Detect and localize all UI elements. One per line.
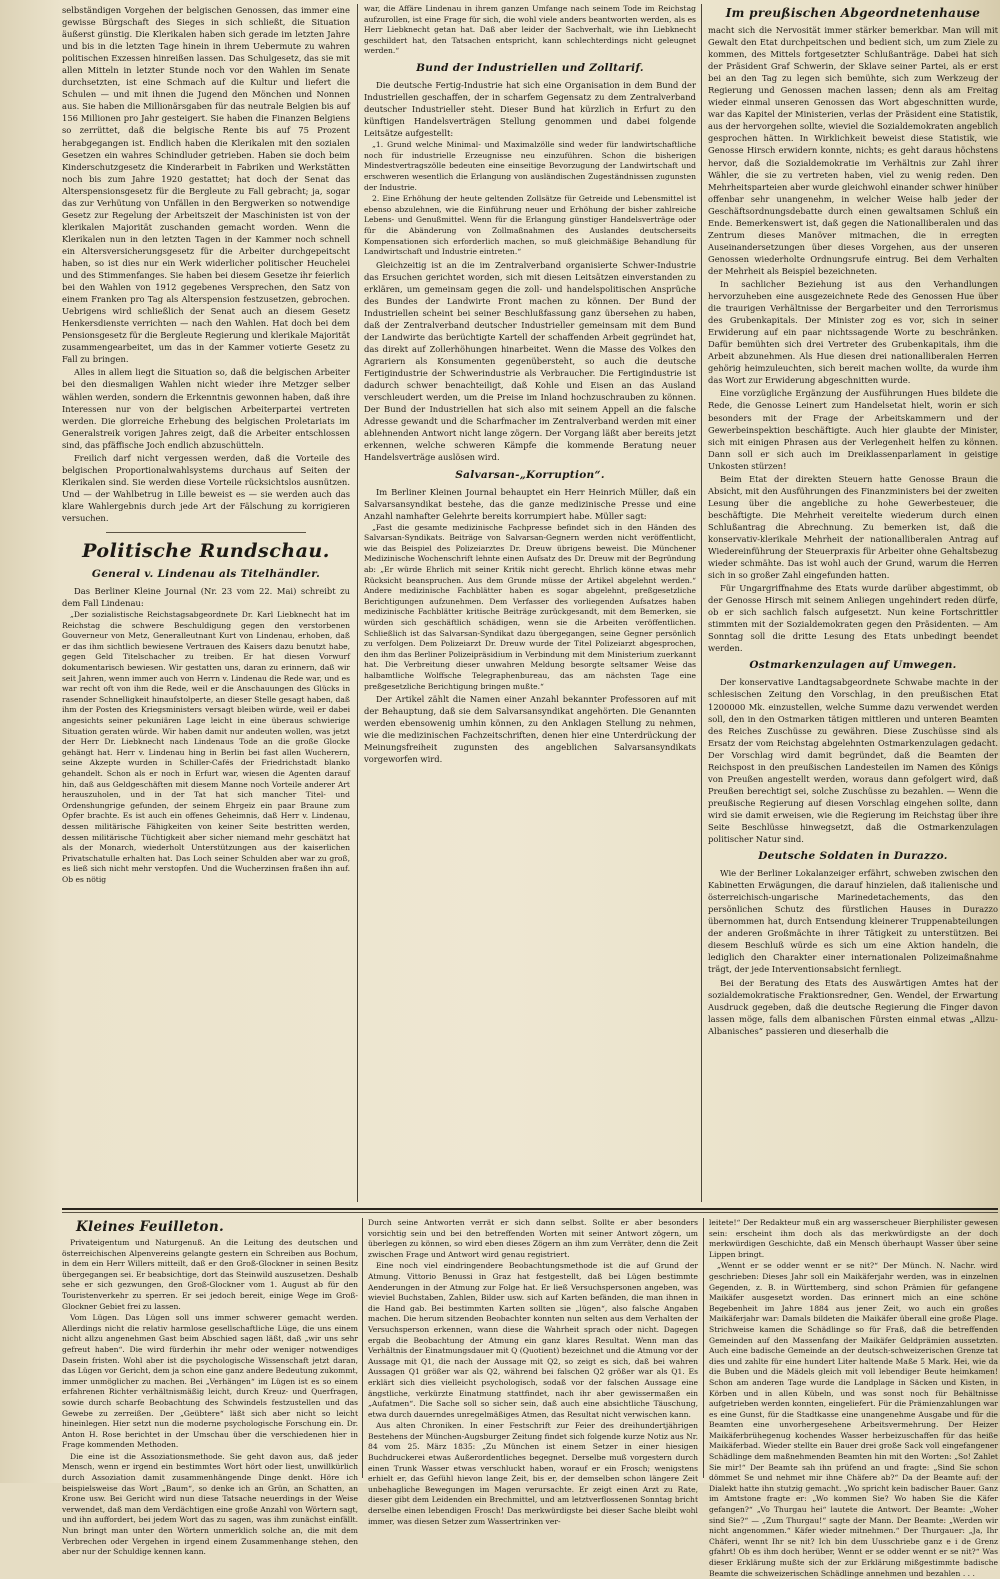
section-title: Politische Rundschau.: [82, 540, 330, 563]
feuilleton-column: [62, 1218, 358, 1557]
article-body: macht sich die Nervosität immer stärker bemerkbar. Man will mit Gewalt den Etat durchpeitschen und bedient sich, um zum Ziele zu kommen, des Mittels fortgesetzter Schlußanträge. Dabei hat sich der Präsident Graf Schwerin, der Sklave seiner Partei, als er erst bei an den Tag zu legen sich bemühte, sich zum Werkzeug der Regierung und Genossen machen lassen; denn als am Freitag wieder einmal unseren Genossen das Wort abgeschnitten wurde, war das Kapitel der Ministerien, verlas der Präsident eine Statistik, aus der hervorgehen sollte, wieviel die Sozialdemokraten angeblich gesprochen hätten. In Wirklichkeit beweist diese Statistik, wie Genosse Hirsch erwidern konnte, nichts; es geht daraus höchstens hervor, daß die Sozialdemokratie im Verhältnis zur Zahl ihrer Wähler, die sie zu vertreten haben, viel zu wenig reden. Den Mehrheitsparteien aber wurde gleichwohl einander schwer hinüber offenbar sehr unangenehm, in welcher Weise halb jeder der Geschäftsordnungsdebatte durch einen gewaltsamen Schluß ein Ende. Bemerkenswert ist, daß gegen die Nationalliberalen und das Zentrum dieses Manöver mitmachen, die in erregten Auseinandersetzungen über dieses Vorgehen, aus der unseren Genossen wiederholte Ordnungsrufe eintrug. Bei dem Verhalten der Mehrheit als Beispiel bezeichneten.: [708, 25, 998, 276]
feuilleton-paragraph: Aus alten Chroniken. In einer Festschrift zur Feier des dreihundertjährigen Bestehens der München-Augsburger Zeitung findet sich folgende kurze Notiz aus Nr. 84 vom 25. März 1835: „Zu München ist einem Setzer in einer hiesigen Buchdruckerei etwas Außerordentliches begegnet. Derselbe muß vorgestern durch einen Trunk Wasser etwas verschluckt haben, worauf er ein Frosch; wenigstens erhielt er, das Gefühl hievon lange Zeit, bis er, der demselben schon längere Zeit unbehagliche Bewegungen im Magen verursachte. Er zeigt einen Arzt zu Rate, dieser gibt dem Leidenden ein Brechmittel, und am letztverflossenen Sonntag bricht derselbe einen lebendigen Frosch! Das merkwürdigste bei dieser Sache bleibt wohl immer, was diesen Setzer zum Wassertrinken ver-: [368, 1421, 698, 1526]
feuilleton-title: Kleines Feuilleton.: [76, 1219, 224, 1235]
article-body: Beim Etat der direkten Steuern hatte Genosse Braun die Absicht, mit den Ausführungen des Finanzministers bei der zweiten Lesung über die angebliche zu hohe Gewerbesteuer, die beschäftigte. Die Mehrheit vereitelte wiederum durch einen Schlußantrag die Abrechnung. Zu bemerken ist, daß die konservativ-klerikale Mehrheit der nationalliberalen Antrag auf Wiedereinführung der Steuerpraxis für Arbeiter ohne Gehaltsbezug wieder schmähte. Das ist wohl auch der Grund, warum die Herren sich in so großer Zahl eingefunden hatten.: [708, 473, 998, 581]
article-body: Bei der Beratung des Etats des Auswärtigen Amtes hat der sozialdemokratische Fraktionsredner, Gen. Wendel, der Erwartung Ausdruck gegeben, daß die deutsche Regierung die Finger davon lassen möge, falls dem albanischen Fürsten einmal etwas „Allzu-Albanisches“ passieren und dieserhalb die: [708, 977, 998, 1036]
feuilleton-paragraph: Durch seine Antworten verrät er sich dann selbst. Sollte er aber besonders vorsichtig sein und bei den betreffenden Worten mit seiner Antwort zögern, um überlegen zu können, so wird eben dieses Zögern an ihm zum Verräter, denn die Zeit zwischen Frage und Antwort wird genau registriert.: [368, 1218, 698, 1259]
article-body: Gleichzeitig ist an die im Zentralverband organisierte Schwer-Industrie das Ersuchen gerichtet worden, sich mit diesen Leitsätzen einverstanden zu erklären, um gemeinsam gegen die zoll- und handelspolitischen Ansprüche des Bundes der Landwirte Front machen zu können. Der Bund der Industriellen scheint bei seiner Beschlußfassung ganz übersehen zu haben, daß der Zentralverband deutscher Industrieller gemeinsam mit dem Bund der Landwirte das berüchtigte Kartell der schaffenden Arbeit gegründet hat, das direkt auf Zollerhöhungen hinarbeitet. Wenn die Masse des Volkes den Agrariern als Konsumenten gegenübersteht, so auch die deutsche Fertigindustrie der Schwerindustrie als Verbraucher. Die Fertigindustrie ist dadurch schwer benachteiligt, daß Kohle und Eisen an das Ausland verschleudert werden, um die Preise im Inland hochzuschrauben zu können. Der Bund der Industriellen hat sich also mit seinem Appell an die falsche Adresse gewandt und die Scharfmacher im Zentralverband werden mit einer ablehnenden Antwort nicht lange zögern. Der Vorgang läßt aber bereits jetzt erkennen, welche schweren Kämpfe die kommende Beratung neuer Handelsverträge auslösen wird.: [364, 259, 696, 463]
article-title: Deutsche Soldaten in Durazzo.: [758, 850, 948, 863]
article-quote: „Fast die gesamte medizinische Fachpresse befindet sich in den Händen des Salvarsan-Syndikats. Beiträge von Salvarsan-Gegnern werden nicht veröffentlicht, wie das Beispiel des Polizeiarztes Dr. Dreuw übrigens beweist. Die Münchener Medizinische Wochenschrift lehnte einen Aufsatz des Dr. Dreuw mit der Begründung ab: „Er würde Ehrlich mit seiner Kritik nicht gerecht. Ehrlich könne etwas mehr Rücksicht beanspruchen. Aus dem Grunde müsse der Artikel abgelehnt werden.“ Andere medizinische Fachblätter haben es sogar abgelehnt, preßgesetzliche Berichtigungen aufzunehmen. Dem Verfasser des vorliegenden Aufsatzes haben medizinische Fachblätter kritische Beiträge zurückgesandt, mit dem Bemerken, sie würden sich geschäftlich schädigen, wenn sie die Arbeiten veröffentlichen. Schließlich ist das Salvarsan-Syndikat dazu übergegangen, seine Gegner persönlich zu verfolgen. Dem Polizeiarzt Dr. Dreuw wurde der Titel Polizeiarzt abgesprochen, den ihm das Berliner Polizeipräsidium in Verbindung mit dem Ministerium zuerkannt hat. Die Verbreitung dieser unwahren Meldung besorgte seltsamer Weise das halbamtliche Wolffsche Telegraphenbureau, das am nächsten Tage eine preßgesetzliche Berichtigung bringen mußte.“: [364, 522, 696, 691]
feuilleton-rule: [62, 1212, 998, 1213]
article-body: Der konservative Landtagsabgeordnete Schwabe machte in der schlesischen Zeitung den Vorschlag, in den preußischen Etat 1200000 Mk. einzustellen, welche Summe dazu verwendet werden soll, den in den Ostmarken tätigen mittleren und unteren Beamten des Reiches Zuschüsse zu gewähren. Diese Zuschüsse sind als Ersatz der vom Reichstag abgelehnten Ostmarkenzulagen gedacht. Der Vorschlag wird damit begründet, daß die Beamten der Reichspost in den preußischen Landesteilen im Namen des Königs von Preußen angestellt werden, woraus dann gefolgert wird, daß Preußen berechtigt sei, solche Zuschüsse zu bezahlen. — Wenn die preußische Regierung auf diesen Vorschlag eingehen sollte, dann wird sie damit erweisen, wie die Regierung im Reichstag über ihre Seite Beschlüsse hinwegsetzt, daß die Ostmarkenzulagen politischer Natur sind.: [708, 677, 998, 845]
article-intro: Die deutsche Fertig-Industrie hat sich eine Organisation in dem Bund der Industriellen geschaffen, der in scharfem Gegensatz zu dem Zentralverband deutscher Industrieller steht. Dieser Bund hat kürzlich in Erfurt zu den künftigen Handelsverträgen Stellung genommen und dabei folgende Leitsätze aufgestellt:: [364, 79, 696, 139]
left-column: [62, 4, 350, 1202]
column-rule: [701, 4, 702, 1202]
right-column: [708, 4, 998, 1202]
feuilleton-paragraph: Eine noch viel eindringendere Beobachtungsmethode ist die auf Grund der Atmung. Vittorio Benussi in Graz hat festgestellt, daß bei Lügen bestimmte Aenderungen in der Atmung zur Folge hat. Er ließ Versuchspersonen angeben, was wieviel Buchstaben, Zahlen, Bilder usw. sich auf Karten befänden, die man ihnen in die Hand gab. Bei bestimmten Karten sollten sie „lügen“, also falsche Angaben machen. Die herum sitzenden Beobachter konnten nun selten aus dem Verhalten der Versuchsperson erkennen, wann diese die Wahrheit sprach oder nicht. Dagegen ergab die Beobachtung der Atmung ein ganz klares Resultat. Wenn man das Verhältnis der Einatmungsdauer mit Q (Quotient) bezeichnet und die Atmung vor der Aussage mit Q1, die nach der Aussage mit Q2, so zeigt es sich, daß bei wahren Aussagen Q1 größer war als Q2, während bei falschen Q2 größer war als Q1. Es erklärt sich dies vielleicht psychologisch, sodaß vor der falschen Aussage eine ängstliche, verkürzte Einatmung stattfindet, nach ihr aber gewissermaßen ein „Aufatmen“. Die Sache soll so sicher sein, daß auch eine absichtliche Täuschung, etwa durch dauerndes unregelmäßiges Atmen, das Resultat nicht verwischen kann.: [368, 1261, 698, 1419]
article-body: Für Ungargriffnahme des Etats wurde darüber abgestimmt, ob der Genosse Hirsch mit seinem Anliegen ungehindert reden dürfe, ob er sich sachlich falsch aufgesetzt. Nun keine Fortschrittler stimmten mit der Sozialdemokraten gegen den Präsidenten. — Am Sonntag soll die dritte Lesung des Etats unbedingt beendet werden.: [708, 583, 998, 654]
feuilleton-paragraph: „Wennt er se odder wennt er se nit?“ Der Münch. N. Nachr. wird geschrieben: Dieses Jahr soll ein Maikäferjahr werden, was in einzelnen Gegenden, z. B. in Württemberg, sind schon Prämien für gefangene Maikäfer ausgesetzt worden. Das erinnert mich an eine schöne Begebenheit im Jahre 1884 aus jener Zeit, wo auch ein großes Maikäferjahr war: Damals bildeten die Maikäfer überall eine große Plage. Strichweise kamen die Schädlinge so für Fraß, daß die betreffenden Gemeinden auf den Massenfang der Maikäfer Geldprämien aussetzten. Auch eine badische Gemeinde an der deutsch-schweizerischen Grenze tat dies und zahlte für eine hundert Liter haltende Maße 5 Mark. Hei, wie da die Buben und die Mädels gleich mit voll lebendiger Beute heimkamen! Schon am anderen Tage wurde die Landplage in Säcken und Kisten, in Körben und in allen Kübeln, und was sonst noch für Behältnisse aufgetrieben werden konnten, eingeliefert. Für die Prämienzahlungen war es eine Gunst, für die Stadtkasse eine unangenehme Ausgabe und für die Beamten eine unvorhergesehene Arbeitsvermehrung. Der Heizer Maikäferbrühegenug kochendes Wasser herbeizuschaffen für das heiße Maikäferbad. Wieder stellte ein Bauer drei große Sack voll eingefangener Schädlinge dem maßnehmenden Beamten hin mit den Worten: „So! Zahlet Sie mir!“ Der Beamte sah ihn prüfend an und fragte: „Sind Sie schon dömmet Se und nehmet mir ihne Chäfere ab?“ Da der Beamte auf: der Dialekt hatte ihn stutzig gemacht. „Wo spricht kein badischer Bauer. Ganz im Amtstone fragte er: „Wo kommen Sie? Wo haben Sie die Käfer gefangen?“ „Vo Thurgau hei“ lautete die Antwort. Der Beamte: „Woher sind Sie?“ — „Zum Thurgau!“ sagte der Mann. Der Beamte: „Werden wir nicht angenommen.“ Käfer wieder mitnehmen.“ Der Thurgauer: „Ja, Ihr Chäferi, wennt Ihr se nit? Ich bin dem Uusschriebe ganz e i de Grenz gfahrt! Ob es ihm doch herüber, Wennt er se odder wennt er se nit?“ Was dieser Erklärung mußte sich der zur Erklärung mißgestimmte badische Beamte die schweizerischen Schädlinge annehmen und bezahlen . . .: [709, 1261, 998, 1578]
article-intro: Im Berliner Kleinen Journal behauptet ein Herr Heinrich Müller, daß ein Salvarsansyndikat bestehe, das die ganze medizinische Presse und eine Anzahl namhafter Gelehrte bereits korrumpiert habe. Müller sagt:: [364, 486, 696, 521]
article-title: Ostmarkenzulagen auf Umwegen.: [749, 659, 957, 672]
article-body: Der Artikel zählt die Namen einer Anzahl bekannter Professoren auf mit der Behauptung, daß sie dem Salvarsansyndikat angehörten. Die Genannten werden ebensowenig umhin können, zu den Anklagen Stellung zu nehmen, wie die medizinischen Fachzeitschriften, denen hier eine Unterdrückung der Meinungsfreiheit zugunsten des angeblichen Salvarsansyndikats vorgeworfen wird.: [364, 694, 696, 765]
middle-column: [364, 4, 696, 1202]
article-title: General v. Lindenau als Titelhändler.: [91, 568, 321, 581]
column-rule: [357, 4, 358, 1202]
article-title: Salvarsan-„Korruption“.: [455, 468, 605, 481]
feuilleton-column: [368, 1218, 698, 1526]
article-intro: Das Berliner Kleine Journal (Nr. 23 vom 22. Mai) schreibt zu dem Fall Lindenau:: [62, 586, 350, 609]
article-title: Bund der Industriellen und Zolltarif.: [416, 61, 644, 74]
article-quote: „Der sozialistische Reichstagsabgeordnete Dr. Karl Liebknecht hat im Reichstag die schwere Beschuldigung gegen den verstorbenen Gouverneur von Metz, Generalleutnant Kurt von Lindenau, erhoben, daß er das ihm sichtlich bewiesene Vertrauen des Kaisers dazu benutzt habe, gegen Geld Titelschacher zu treiben. Er hat diesen Vorwurf dokumentarisch bewiesen. Wir gestatten uns, daran zu erinnern, daß wir seit Jahren, wenn immer auch von Herrn v. Lindenau die Rede war, und es war recht oft von ihm die Rede, weil er die Anschauungen des Glücks in rasender Schnelligkeit hinaufstolperte, an dieser Stelle gesagt haben, daß ihm der Posten des Kriegsministers versagt bleiben würde, weil er dabei angesichts seiner pekuniären Lage leicht in eine überaus schwierige Situation geraten würde. Wir haben damit nur andeuten wollen, was jetzt der Herr Dr. Liebknecht nach Lindenaus Tode an die große Glocke gehängt hat. Herr v. Lindenau hing in Berlin bei fast allen Wucherern, seine Akzepte wurden in Schiller-Cafés der Friedrichstadt blanko gehandelt. Schon als er noch in Erfurt war, wiesen die Agenten darauf hin, daß aus Geldgeschäften mit diesem Manne noch Vorteile anderer Art herauszuholen, und in der Tat hat sich mancher Titel- und Ordenshungrige gefunden, der seinem Ehrgeiz ein paar Braune zum Opfer brachte. Es ist auch ein offenes Geheimnis, daß Herr v. Lindenau, dessen militärische Fähigkeiten von keiner Seite bestritten werden, dessen militärische Tüchtigkeit aber sicher niemand mehr geschätzt hat als der Monarch, wiederholt Unterstützungen aus der kaiserlichen Privatschatulle erhalten hat. Das Loch seiner Schulden aber war zu groß, es ließ sich nicht mehr verstopfen. Und die Wucherzinsen fraßen ihn auf. Ob es nötig: [62, 610, 350, 884]
column-rule: [703, 1218, 704, 1478]
left-paragraph: Alles in allem liegt die Situation so, daß die belgischen Arbeiter bei den diesmaligen Wahlen nicht wieder ihre Metzger selber wählen werden, sondern die Erkenntnis gewonnen haben, daß ihre Interessen nur von der belgischen Arbeiterpartei vertreten werden. Die glorreiche Erhebung des belgischen Proletariats im Generalstreik vorigen Jahres zeigt, daß die Arbeiter entschlossen sind, das pfäffische Joch endlich abzuschütteln.: [62, 367, 350, 450]
feuilleton-paragraph: Die eine ist die Assoziationsmethode. Sie geht davon aus, daß jeder Mensch, wenn er irgend ein bestimmtes Wort hört oder liest, unwillkürlich durch Assoziation damit zusammenhängende Dinge denkt. Höre ich beispielsweise das Wort „Baum“, so denke ich an Grün, an Schatten, an Krone usw. Bei Gericht wird nun diese Tatsache neuerdings in der Weise verwendet, daß man dem Verdächtigen eine große Anzahl von Wörtern sagt, und ihn auffordert, bei jedem Wort das zu sagen, was ihm zunächst einfällt. Nun bringt man unter den Wörtern unmerklich solche an, die mit dem Verbrechen oder Vergehen in irgend einem Zusammenhange stehen, den aber nur der Schuldige kennen kann.: [62, 1451, 358, 1557]
feuilleton-paragraph: leitete!“ Der Redakteur muß ein arg wasserscheuer Bierphilister gewesen sein: erscheint ihm doch als das merkwürdigste an der doch merkwürdigen Geschichte, daß ein Mensch überhaupt Wasser über seine Lippen bringt.: [709, 1218, 998, 1259]
feuilleton-rule: [62, 1208, 998, 1210]
article-body: Wie der Berliner Lokalanzeiger erfährt, schweben zwischen den Kabinetten Erwägungen, die darauf hinzielen, daß italienische und österreichisch-ungarische Marinedetachements, das den persönlichen Schutz des fürstlichen Hauses in Durazzo übernommen hat, durch Entsendung kleinerer Truppenabteilungen der anderen Großmächte in ihrer Tätigkeit zu unterstützen. Bei diesem Beschluß würde es sich um eine Aktion handeln, die lediglich den Charakter einer internationalen Polizeimaßnahme trägt, der jede Interventionsabsicht fernliegt.: [708, 868, 998, 975]
column-rule: [362, 1218, 363, 1478]
left-paragraph: Freilich darf nicht vergessen werden, daß die Vorteile des belgischen Proportionalwahlsystems durchaus auf Seiten der Klerikalen sind. Sie werden diese Vorteile rücksichtslos ausnützen. Und — der Wahlbetrug in Lille beweist es — sie werden auch das klare Wahlergebnis durch jede Art der Fälschung zu korrigieren versuchen.: [62, 452, 350, 523]
left-paragraph: selbständigen Vorgehen der belgischen Genossen, das immer eine gewisse Bürgschaft des Sieges in sich schließt, die Situation äußerst günstig. Die Klerikalen haben sich gerade im letzten Jahre und bis in die letzten Tage hinein in ihrem Uebermute zu wahren politischen Exzessen hinreißen lassen. Das Schulgesetz, das sie mit allen Mitteln in letzter Stunde noch vor den Wahlen im Senate durchsetzten, ist eine Schmach auf die Kultur und liefert die Schulen — und mit ihnen die Jugend den Mönchen und Nonnen aus. Sie haben die Millionärsgaben für das neutrale Belgien bis auf 156 Millionen pro Jahr gesteigert. Sie haben die Finanzen Belgiens so zerrüttet, daß die belgische Rente bis auf 75 Prozent herabgegangen ist. Endlich haben die Klerikalen mit den sozialen Gesetzen ein wahres Schindluder getrieben. Haben sie doch beim Kinderschutzgesetz die Kinderarbeit in Fabriken und Werkstätten noch bis zum Jahre 1920 gestattet; hat doch der Senat das Alterspensionsgesetz für die Bergleute zu Fall gebracht; ja, sogar das zur Verhütung von Unfällen in den Bergwerken so notwendige Gesetz zur Regelung der Arbeitszeit der Maschinisten ist von der klerikalen Majorität zuschanden gemacht worden. Wenn die Klerikalen nun in den letzten Tagen in der Kammer noch schnell ein Altersversicherungsgesetz für die Arbeiter durchgepeitscht haben, so ist dies nur ein Werk widerlicher politischer Heuchelei und des Stimmenfanges. Sie haben bei diesem Gesetze ihr feierlich bei den Wahlen von 1912 gegebenes Versprechen, den Satz von einem Franken pro Tag als Alterspension festzusetzen, gebrochen. Uebrigens wird schließlich der Senat auch an diesem Gesetz Henkersdienste verrichten — nach den Wahlen. Hat doch bei dem Pensionsgesetz für die Bergleute Regierung und klerikale Majorität zusammengearbeitet, um das in der Kammer votierte Gesetz zu Fall zu bringen.: [62, 5, 350, 365]
feuilleton-paragraph: Vom Lügen. Das Lügen soll uns immer schwerer gemacht werden. Allerdings nicht die relativ harmlose gesellschaftliche Lüge, die uns einem nicht allzu angenehmen Gast beim Abschied sagen läßt, daß „wir uns sehr gefreut haben“. Die wird fürderhin ihr mehr oder weniger notwendiges Dasein fristen. Wohl aber ist die psychologische Wissenschaft jetzt daran, das Lügen vor Gericht, dem ja schon eine ganz andere Bedeutung zukommt, immer unmöglicher zu machen. Bei „Verhängen“ im Lügen ist es so einem erfahrenen Richter verhältnismäßig leicht, durch Kreuz- und Querfragen, sowie durch scharfe Beobachtung des Schwindels festzustellen und das Gewebe zu zerreißen. Der „Geübtere“ läßt sich aber nicht so leicht hineinlegen. Hier setzt nun die moderne psychologische Forschung ein. Dr. Anton H. Rose berichtet in der Umschau über die verschiedenen hier in Frage kommenden Methoden.: [62, 1313, 358, 1450]
feuilleton-column: [709, 1218, 998, 1578]
article-quote: „1. Grund welche Minimal- und Maximalzölle sind weder für landwirtschaftliche noch für industrielle Erzeugnisse neu einzuführen. Schon die bisherigen Mindestvertragszölle bedeuten eine einseitige Bevorzugung der Landwirtschaft und erschweren wesentlich die Erlangung von ausländischen Zugeständnissen zugunsten der Industrie.: [364, 140, 696, 192]
divider: [106, 532, 306, 533]
continuation-text: war, die Affäre Lindenau in ihrem ganzen Umfange nach seinem Tode im Reichstag aufzurollen, ist eine Frage für sich, die wohl viele anders beantworten werden, als es Herr Liebknecht getan hat. Daß aber leider der Sachverhalt, wie ihn Liebknecht geschildert hat, den Tatsachen entspricht, kann schlechterdings nicht geleugnet werden.“: [364, 4, 696, 56]
article-quote: 2. Eine Erhöhung der heute geltenden Zollsätze für Getreide und Lebensmittel ist ebenso abzulehnen, wie die Einführung neuer und Erhöhung der bisher zahlreiche Lebens- und Genußmittel. Wenn für die Erlangung günstiger Handelsverträge oder für die Abänderung von Zollmaßnahmen des Auslandes deutscherseits Kompensationen sich erforderlich machen, so muß gleichmäßige Behandlung für Landwirtschaft und Industrie eintreten.“: [364, 194, 696, 257]
feuilleton-paragraph: Privateigentum und Naturgenuß. An die Leitung des deutschen und österreichischen Alpenvereins gelangte gestern ein Schreiben aus Bochum, in dem ein Herr Willers mitteilt, daß er den Groß-Glockner in seinen Besitz übergegangen sei. Er beabsichtige, dort das Steinwild auszusetzen. Deshalb sehe er sich gezwungen, den Groß-Glockner vom 1. August ab für den Touristenverkehr zu sperren. Er sei jedoch bereit, einige Wege im Groß-Glockner Gebiet frei zu lassen.: [62, 1238, 358, 1311]
article-body: In sachlicher Beziehung ist aus den Verhandlungen hervorzuheben eine ausgezeichnete Rede des Genossen Hue über die traurigen Verhältnisse der Bergarbeiter und den Terrorismus des Grubenkapitals. Der Minister zog es vor, sich in seiner Erwiderung auf ein paar nichtssagende Worte zu beschränken. Dafür bemühten sich drei Vertreter des Grubenkapitals, ihm die Arbeit abzunehmen. Als Hue diesen drei nationalliberalen Herren gehörig heimzuleuchten, sich bereit machen wollte, da wurde ihm das Wort zur Erwiderung abgeschnitten wurde.: [708, 278, 998, 386]
article-title: Im preußischen Abgeordnetenhause: [725, 6, 981, 20]
article-body: Eine vorzügliche Ergänzung der Ausführungen Hues bildete die Rede, die Genosse Leinert zum Handelsetat hielt, worin er sich besonders mit der Frage der Arbeitskammern und der Gewerbeinspektion beschäftigte. Auch hier glaubte der Minister, sich mit einigen Phrasen aus der Verlegenheit helfen zu können. Dann soll er sich auch im Dreiklassenparlament in geistige Unkosten stürzen!: [708, 388, 998, 471]
